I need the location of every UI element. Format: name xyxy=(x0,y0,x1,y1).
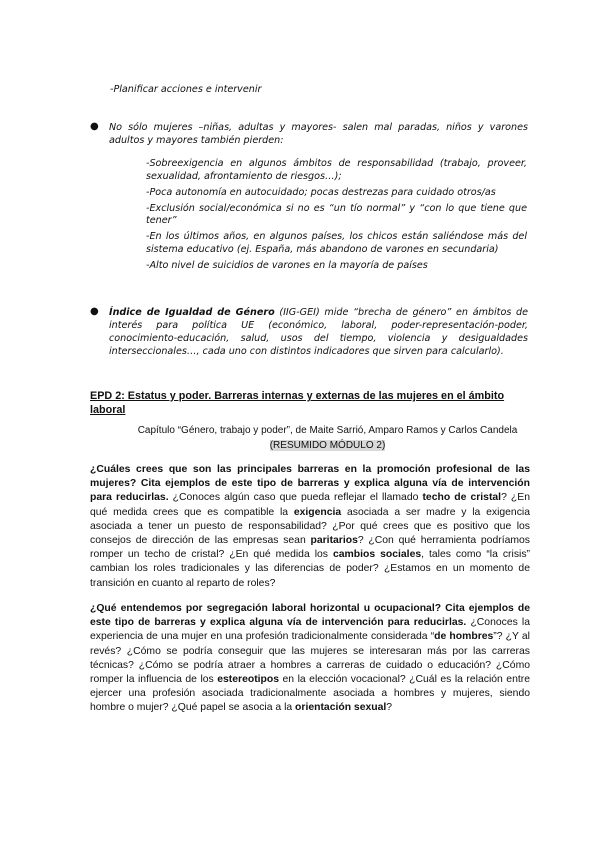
citation: Capítulo “Género, trabajo y poder”, de Maite Sarrió, Amparo Ramos y Carlos Candela (RESUMIDO MÓDULO 2) xyxy=(137,425,518,451)
bold-term: Índice de Igualdad de Género xyxy=(109,307,275,318)
bullet-icon: ● xyxy=(90,306,99,317)
bullet-indice-igualdad xyxy=(90,306,528,358)
sub-item: -Alto nivel de suicidios de varones en la mayoría de países xyxy=(146,259,428,271)
bullet-text: Índice de Igualdad de Género (IIG-GEI) mide “brecha de género” en ámbitos de interés para política UE (económico, laboral, poder-representación-poder, conocimiento-educación, salud, usos del tiempo, violencia y desigualdades interseccionales…, cada uno con distintos indicadores que sirven para calcularlo). xyxy=(109,307,528,357)
question-paragraph-1: ¿Cuáles crees que son las principales barreras en la promoción profesional de las mujeres? Cita ejemplos de este tipo de barreras y explica alguna vía de intervención para reducirlas. ¿Conoces algún caso que pueda reflejar el llamado techo de cristal? ¿En qué medida crees que es compatible la exigencia asociada a ser madre y la exigencia asociada a tener un puesto de responsabilidad? ¿Por qué crees que es positivo que los consejos de dirección de las empresas sean paritarios? ¿Con qué herramienta podríamos romper un techo de cristal? ¿En qué medida los cambios sociales, tales como “la crisis” cambian los roles tradicionales y las diferencias de poder? ¿Estamos en un momento de transición en cuanto al reparto de roles? xyxy=(90,464,530,589)
sub-item: -Sobreexigencia en algunos ámbitos de responsabilidad (trabajo, proveer, sexualidad, afrontamiento de riesgos…); xyxy=(146,158,527,182)
sub-item: -Poca autonomía en autocuidado; pocas destrezas para cuidado otros/as xyxy=(146,186,496,198)
bullet-no-solo-mujeres xyxy=(90,121,528,147)
list-item-planificar: -Planificar acciones e intervenir xyxy=(110,84,262,95)
bullet-icon: ● xyxy=(90,121,99,132)
sub-item: -En los últimos años, en algunos países, los chicos están saliéndose más del sistema educativo (ej. España, más abandono de varones en secundaria) xyxy=(146,231,527,255)
bullet-text: No sólo mujeres –niñas, adultas y mayores- salen mal paradas, niños y varones adultos y mayores también pierden: xyxy=(109,122,528,146)
highlight-resumido: (RESUMIDO MÓDULO 2) xyxy=(269,439,386,451)
sub-item: -Exclusión social/económica si no es “un tío normal” y “con lo que tiene que tener” xyxy=(146,202,527,226)
question-paragraph-2: ¿Qué entendemos por segregación laboral horizontal u ocupacional? Cita ejemplos de este tipo de barreras y explica alguna vía de intervención para reducirlas. ¿Conoces la experiencia de una mujer en una profesión tradicionalmente considerada “de hombres”? ¿Y al revés? ¿Cómo se podría conseguir que las mujeres se interesaran más por las carreras técnicas? ¿Cómo se podría atraer a hombres a carreras de cuidado o educación? ¿Cómo romper la influencia de los estereotipos en la elección vocacional? ¿Cuál es la relación entre ejercer una profesión asociada tradicionalmente asociada a hombres y mujeres, siendo hombre o mujer? ¿Qué papel se asocia a la orientación sexual? xyxy=(90,603,531,714)
sub-list xyxy=(146,158,527,276)
section-heading: EPD 2: Estatus y poder. Barreras internas y externas de las mujeres en el ámbito laboral xyxy=(90,390,505,416)
